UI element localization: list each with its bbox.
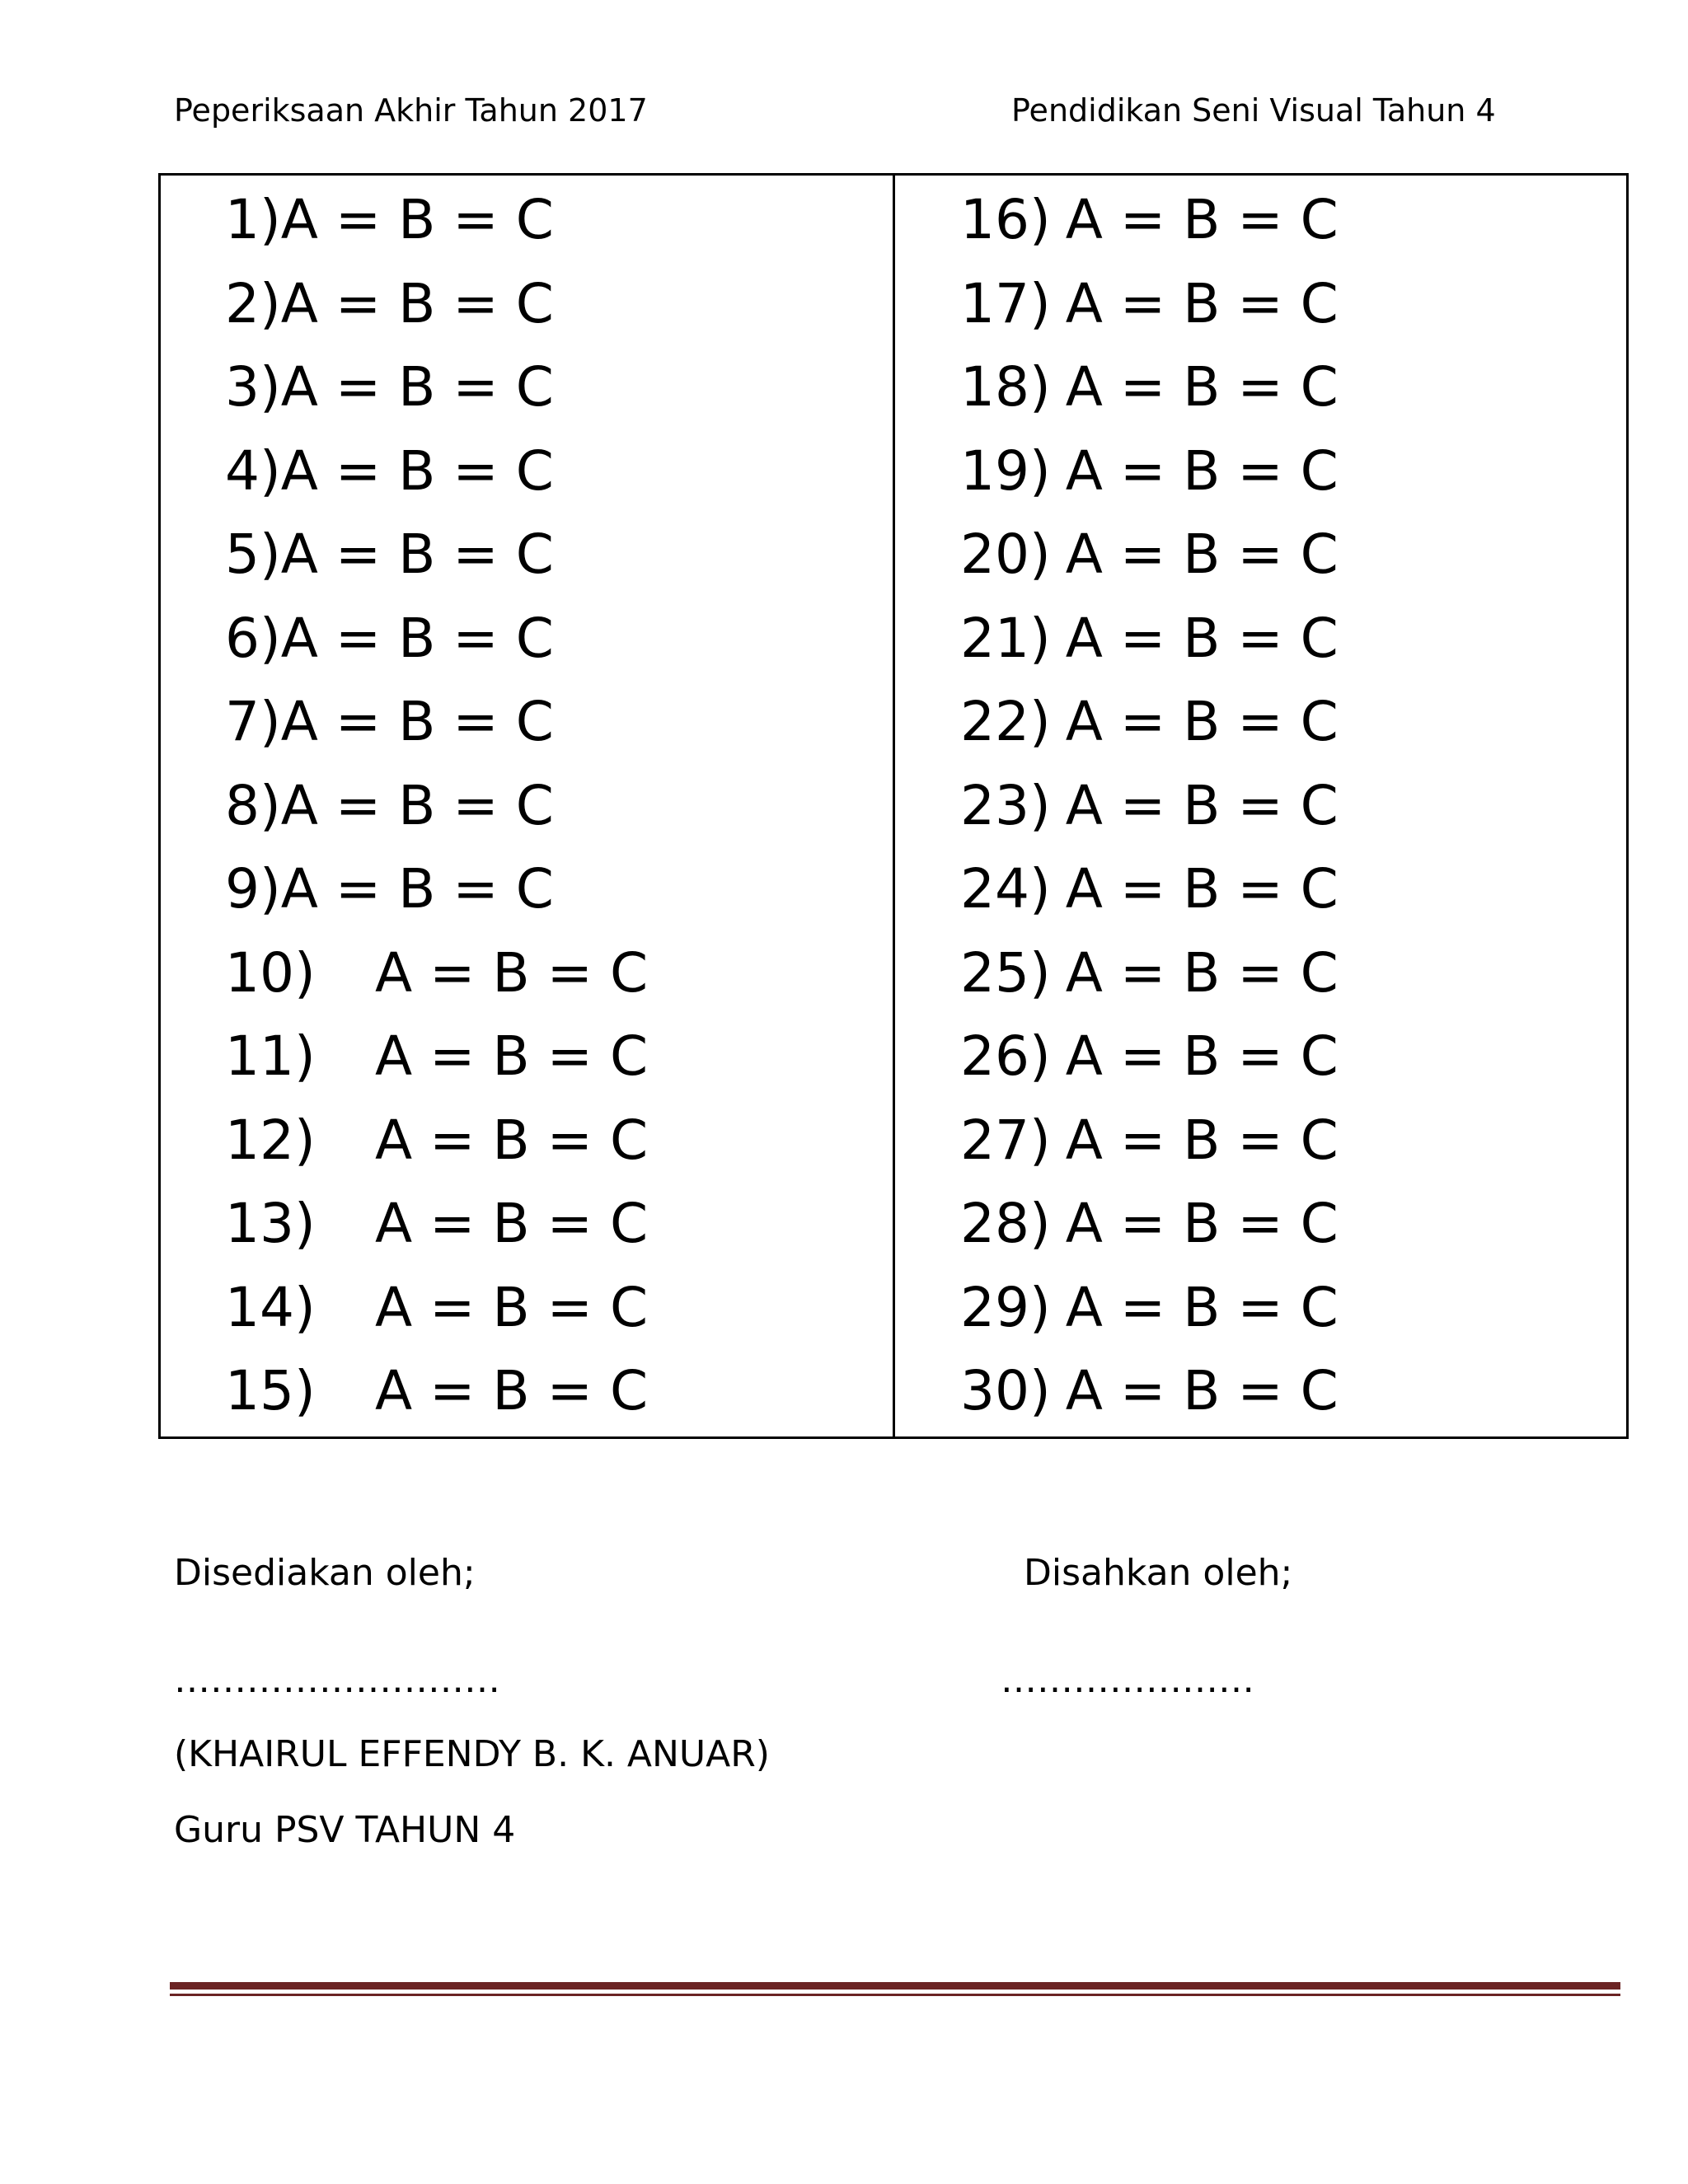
preparer-title: Guru PSV TAHUN 4 bbox=[174, 1809, 516, 1851]
footer-rule-thick bbox=[170, 1982, 1620, 1990]
question-number: 9) bbox=[225, 857, 281, 921]
answer-row bbox=[960, 1266, 1339, 1350]
answer-options: A = B = C bbox=[1065, 1024, 1339, 1088]
answer-options: A = B = C bbox=[280, 523, 554, 586]
answer-row bbox=[225, 178, 554, 262]
question-number: 18) bbox=[960, 355, 1051, 419]
answer-row bbox=[960, 847, 1339, 931]
answer-options: A = B = C bbox=[1065, 690, 1339, 753]
answer-options: A = B = C bbox=[280, 271, 554, 335]
answer-options: A = B = C bbox=[375, 1192, 649, 1255]
answer-row bbox=[225, 262, 554, 346]
answer-options: A = B = C bbox=[1065, 438, 1339, 503]
footer-rule-thin bbox=[170, 1994, 1620, 1996]
question-number: 13) bbox=[225, 1192, 316, 1255]
answer-options: A = B = C bbox=[1065, 188, 1339, 251]
question-number: 4) bbox=[225, 438, 281, 503]
answer-row bbox=[960, 178, 1339, 262]
question-number: 3) bbox=[225, 355, 281, 419]
answer-row bbox=[225, 680, 554, 764]
answer-options: A = B = C bbox=[280, 606, 554, 670]
answer-options: A = B = C bbox=[1065, 1192, 1339, 1255]
answer-row bbox=[225, 1182, 648, 1266]
question-number: 5) bbox=[225, 523, 281, 586]
answer-options: A = B = C bbox=[1065, 606, 1339, 670]
answer-row bbox=[960, 931, 1339, 1015]
answer-row bbox=[960, 262, 1339, 346]
question-number: 16) bbox=[960, 188, 1051, 251]
answer-options: A = B = C bbox=[1065, 940, 1339, 1005]
answer-row bbox=[225, 764, 554, 848]
answer-options: A = B = C bbox=[1065, 1275, 1339, 1339]
answer-options: A = B = C bbox=[375, 940, 649, 1005]
prepared-signature-line: ……………………… bbox=[174, 1659, 500, 1701]
answer-options: A = B = C bbox=[1065, 523, 1339, 586]
question-number: 12) bbox=[225, 1108, 316, 1172]
answer-options: A = B = C bbox=[1065, 355, 1339, 419]
question-number: 22) bbox=[960, 690, 1051, 753]
answer-row bbox=[225, 1266, 648, 1350]
answer-options: A = B = C bbox=[375, 1108, 649, 1172]
answer-options: A = B = C bbox=[280, 438, 554, 503]
question-number: 11) bbox=[225, 1024, 316, 1088]
answer-options: A = B = C bbox=[280, 355, 554, 419]
answer-row bbox=[225, 1349, 648, 1433]
question-number: 27) bbox=[960, 1108, 1051, 1172]
answer-row bbox=[225, 1015, 648, 1099]
approved-signature-line: ………………… bbox=[1001, 1659, 1254, 1701]
question-number: 17) bbox=[960, 271, 1051, 335]
answer-options: A = B = C bbox=[280, 188, 554, 251]
answer-row bbox=[225, 513, 554, 597]
question-number: 24) bbox=[960, 857, 1051, 921]
question-number: 15) bbox=[225, 1359, 316, 1422]
question-number: 26) bbox=[960, 1024, 1051, 1088]
answer-row bbox=[960, 1349, 1339, 1433]
answer-row bbox=[225, 1099, 648, 1183]
answer-options: A = B = C bbox=[375, 1275, 649, 1339]
answer-row bbox=[225, 847, 554, 931]
answer-options: A = B = C bbox=[1065, 271, 1339, 335]
answer-row bbox=[960, 513, 1339, 597]
answer-row bbox=[225, 429, 554, 513]
answer-row bbox=[225, 931, 648, 1015]
answer-options: A = B = C bbox=[280, 690, 554, 753]
question-number: 1) bbox=[225, 188, 281, 251]
question-number: 8) bbox=[225, 773, 281, 837]
question-number: 30) bbox=[960, 1359, 1051, 1422]
question-number: 23) bbox=[960, 773, 1051, 837]
prepared-by-label: Disediakan oleh; bbox=[174, 1552, 476, 1594]
preparer-name: (KHAIRUL EFFENDY B. K. ANUAR) bbox=[174, 1733, 770, 1775]
answer-row bbox=[960, 1099, 1339, 1183]
answer-options: A = B = C bbox=[280, 773, 554, 837]
answer-row bbox=[960, 345, 1339, 429]
answer-row bbox=[225, 597, 554, 681]
table-column-divider bbox=[893, 176, 895, 1436]
answer-key-table bbox=[158, 173, 1629, 1439]
question-number: 21) bbox=[960, 606, 1051, 670]
answer-options: A = B = C bbox=[1065, 773, 1339, 837]
answer-row bbox=[960, 429, 1339, 513]
answer-row bbox=[225, 345, 554, 429]
question-number: 28) bbox=[960, 1192, 1051, 1255]
answer-row bbox=[960, 1182, 1339, 1266]
answer-options: A = B = C bbox=[1065, 857, 1339, 921]
answer-row bbox=[960, 1015, 1339, 1099]
answer-row bbox=[960, 597, 1339, 681]
answer-options: A = B = C bbox=[1065, 1108, 1339, 1172]
question-number: 10) bbox=[225, 940, 316, 1005]
answer-row bbox=[960, 764, 1339, 848]
answer-row bbox=[960, 680, 1339, 764]
answer-options: A = B = C bbox=[1065, 1359, 1339, 1422]
question-number: 29) bbox=[960, 1275, 1051, 1339]
header-subject-title: Pendidikan Seni Visual Tahun 4 bbox=[1011, 92, 1496, 129]
header-exam-title: Peperiksaan Akhir Tahun 2017 bbox=[174, 92, 648, 129]
answer-options: A = B = C bbox=[375, 1359, 649, 1422]
question-number: 2) bbox=[225, 271, 281, 335]
answer-options: A = B = C bbox=[280, 857, 554, 921]
question-number: 7) bbox=[225, 690, 281, 753]
question-number: 14) bbox=[225, 1275, 316, 1339]
answer-options: A = B = C bbox=[375, 1024, 649, 1088]
question-number: 6) bbox=[225, 606, 281, 670]
question-number: 25) bbox=[960, 940, 1051, 1005]
approved-by-label: Disahkan oleh; bbox=[1024, 1552, 1293, 1594]
question-number: 20) bbox=[960, 523, 1051, 586]
question-number: 19) bbox=[960, 438, 1051, 503]
